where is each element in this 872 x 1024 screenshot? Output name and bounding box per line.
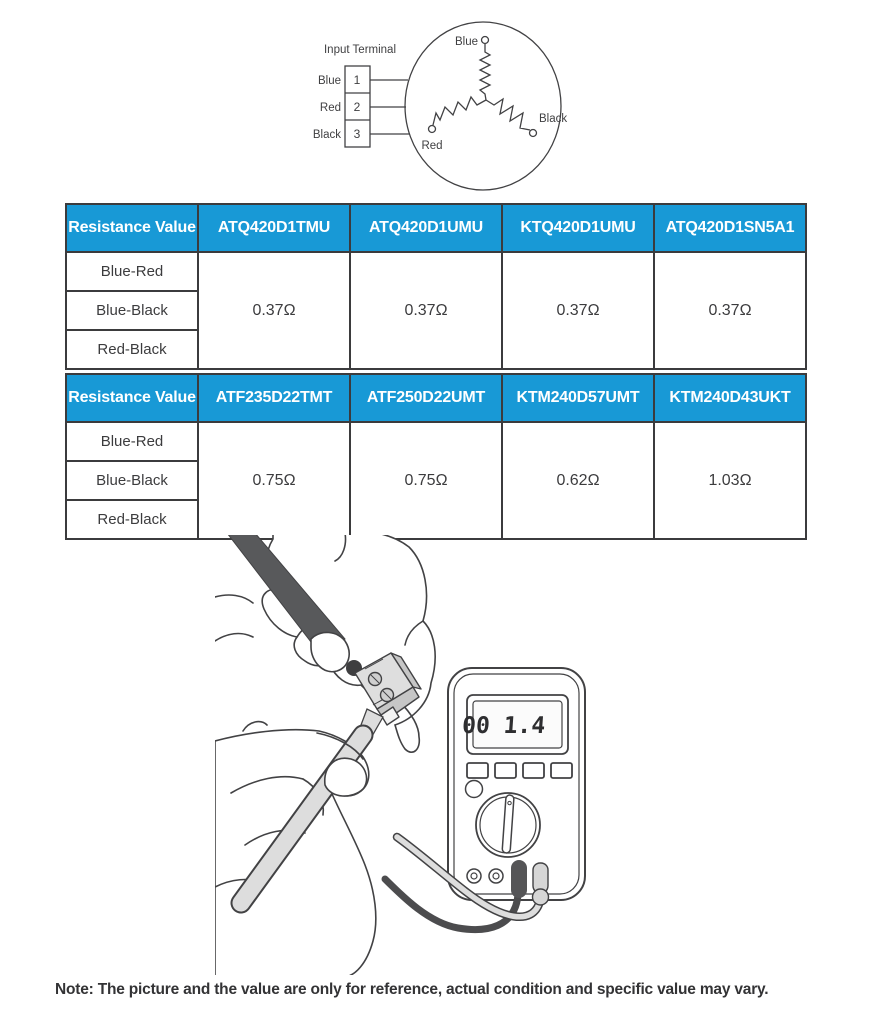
diagram-title: Input Terminal xyxy=(323,44,397,56)
resistance-table-atf xyxy=(65,373,807,540)
terminal-wire-label: Black xyxy=(312,129,341,141)
column-header: Resistance Value xyxy=(66,204,198,252)
multimeter-button[interactable] xyxy=(523,763,544,778)
black-lead-plug xyxy=(511,860,527,898)
table-header-row xyxy=(66,374,806,422)
column-header: KTQ420D1UMU xyxy=(502,204,654,252)
resistance-value: 0.37Ω xyxy=(350,252,502,369)
table-row xyxy=(66,422,806,461)
motor-winding-diagram xyxy=(280,18,580,196)
winding-label-black: Black xyxy=(539,113,568,125)
table-row xyxy=(66,252,806,291)
fingertip-over-handle xyxy=(325,758,367,796)
row-label: Blue-Red xyxy=(66,422,198,461)
reference-note: Note: The picture and the value are only for reference, actual condition and specific value may vary. xyxy=(55,981,769,998)
column-header: ATF235D22TMT xyxy=(198,374,350,422)
column-header: KTM240D57UMT xyxy=(502,374,654,422)
resistance-value: 0.75Ω xyxy=(198,422,350,539)
multimeter-reading: 00 1.4 xyxy=(461,713,547,739)
multimeter-button[interactable] xyxy=(495,763,516,778)
probe-jack xyxy=(489,869,503,883)
winding-terminal-right xyxy=(530,130,537,137)
column-header: ATQ420D1SN5A1 xyxy=(654,204,806,252)
gray-lead-plug xyxy=(533,889,549,905)
winding-terminal-top xyxy=(482,37,489,44)
terminal-wire-label: Red xyxy=(319,102,341,114)
multimeter-round-button[interactable] xyxy=(466,781,483,798)
measurement-illustration xyxy=(215,535,635,975)
terminal-wire-label: Blue xyxy=(317,75,341,87)
winding-label-blue: Blue xyxy=(454,36,478,48)
column-header: KTM240D43UKT xyxy=(654,374,806,422)
column-header: ATQ420D1TMU xyxy=(198,204,350,252)
motor-circle xyxy=(405,22,561,190)
resistance-value: 0.37Ω xyxy=(502,252,654,369)
terminal-pin-number: 2 xyxy=(353,100,361,114)
row-label: Red-Black xyxy=(66,500,198,539)
multimeter-button[interactable] xyxy=(467,763,488,778)
row-label: Blue-Red xyxy=(66,252,198,291)
row-label: Red-Black xyxy=(66,330,198,369)
probe-jack xyxy=(467,869,481,883)
row-label: Blue-Black xyxy=(66,291,198,330)
resistance-value: 0.62Ω xyxy=(502,422,654,539)
column-header: ATQ420D1UMU xyxy=(350,204,502,252)
row-label: Blue-Black xyxy=(66,461,198,500)
column-header: Resistance Value xyxy=(66,374,198,422)
terminal-pin-number: 3 xyxy=(353,127,361,141)
winding-terminal-left xyxy=(429,126,436,133)
resistance-value: 0.37Ω xyxy=(654,252,806,369)
resistance-value: 0.37Ω xyxy=(198,252,350,369)
resistance-value: 0.75Ω xyxy=(350,422,502,539)
resistance-table-atq xyxy=(65,203,807,370)
table-header-row xyxy=(66,204,806,252)
winding-label-red: Red xyxy=(421,140,443,152)
terminal-pin-number: 1 xyxy=(353,73,361,87)
column-header: ATF250D22UMT xyxy=(350,374,502,422)
resistance-value: 1.03Ω xyxy=(654,422,806,539)
multimeter-button[interactable] xyxy=(551,763,572,778)
